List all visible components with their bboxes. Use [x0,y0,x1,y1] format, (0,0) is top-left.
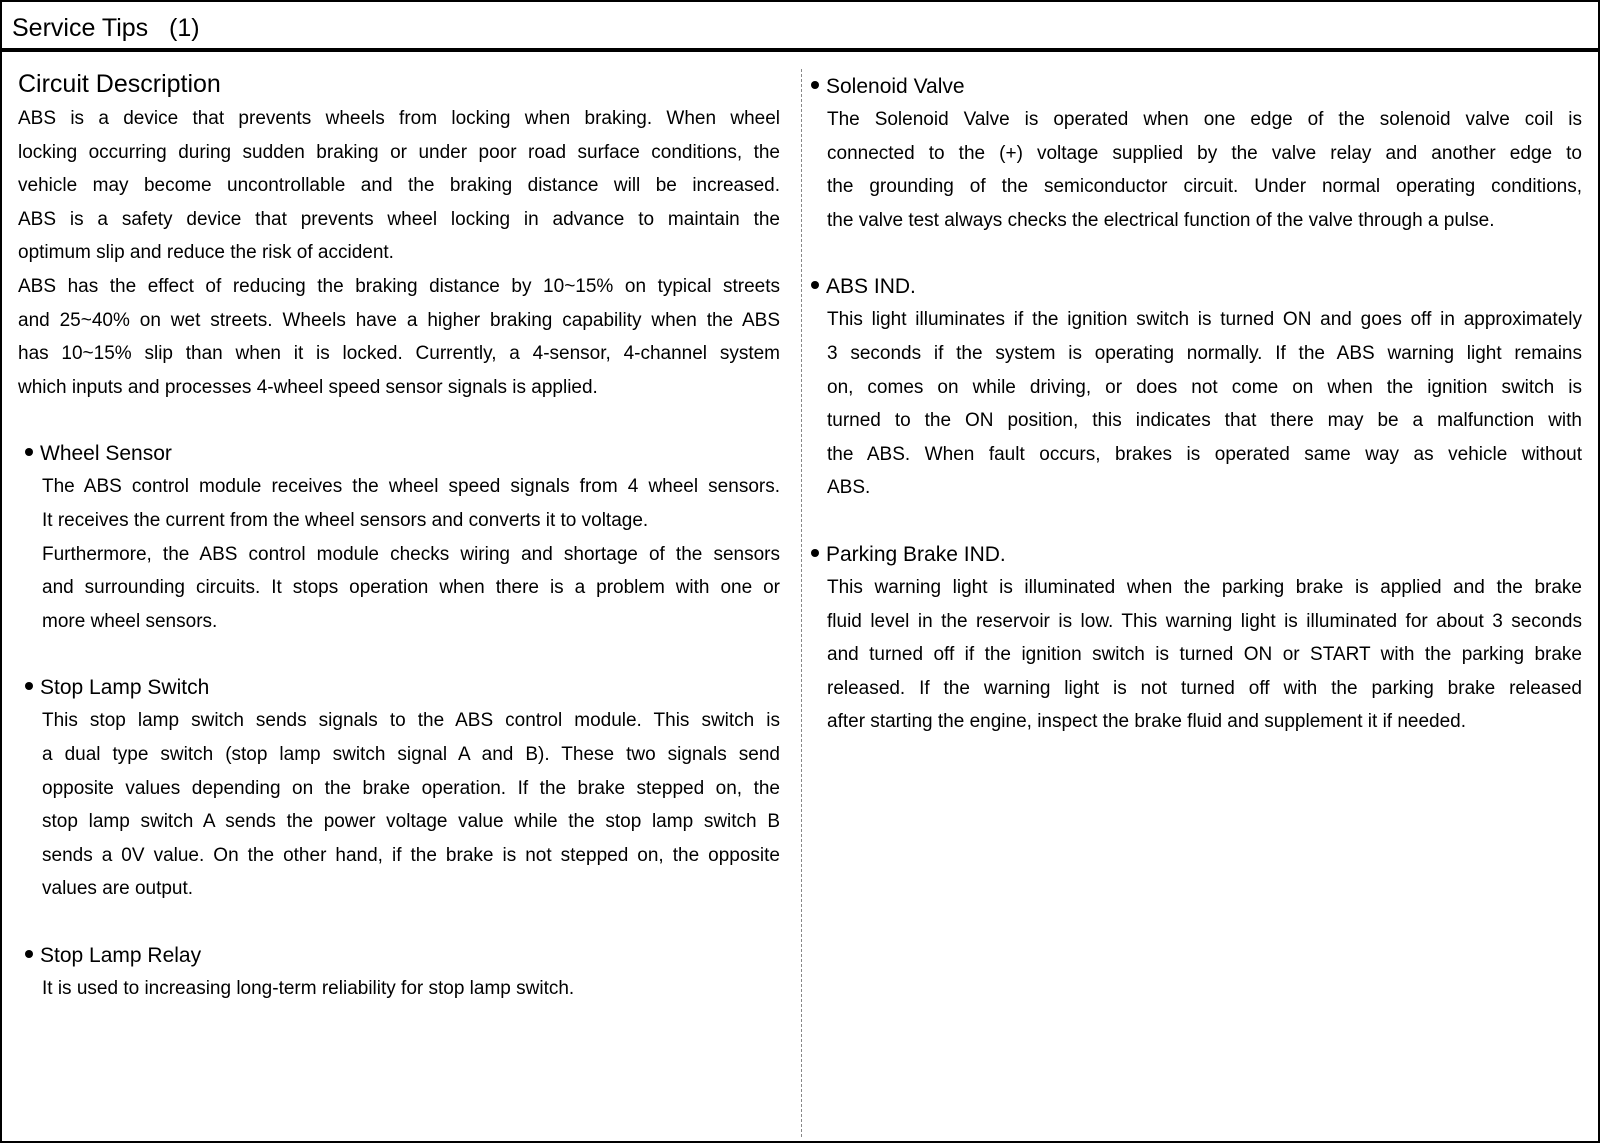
text-line: values are output. [42,878,194,900]
section-title: Parking Brake IND. [826,542,1006,566]
stop-lamp-relay-heading [18,939,780,972]
text-line: and surrounding circuits. It stops operation when there is a problem with one or [42,577,780,599]
text-line: connected to the (+) voltage supplied by the valve relay and another edge to [827,142,1582,164]
section-title: Stop Lamp Relay [40,943,202,967]
text-line: This light illuminates if the ignition switch is turned ON and goes off in approximately [827,309,1582,331]
text-line: sends a 0V value. On the other hand, if the brake is not stepped on, the opposite [42,844,780,866]
text-line: and 25~40% on wet streets. Wheels have a higher braking capability when the ABS [18,309,780,331]
section-title: Solenoid Valve [826,75,965,98]
wheel-sensor-text [18,470,780,638]
text-line: on, comes on while driving, or does not come on when the ignition switch is [827,376,1582,398]
abs-ind-text [824,303,1582,505]
abs-ind-heading [824,270,1582,303]
text-line: a dual type switch (stop lamp switch signal A and B). These two signals send [42,743,780,765]
bullet-icon [25,682,33,690]
text-line: 3 seconds if the system is operating normally. If the ABS warning light remains [827,342,1582,364]
text-line: The Solenoid Valve is operated when one edge of the solenoid valve coil is [827,109,1582,130]
text-line: more wheel sensors. [42,610,218,632]
section-title: ABS IND. [826,275,916,299]
text-line: ABS is a safety device that prevents wheel locking in advance to maintain the [18,208,780,230]
solenoid-valve-text [824,103,1582,237]
text-line: the valve test always checks the electrical function of the valve through a pulse. [827,209,1495,231]
stop-lamp-relay-text [18,972,780,1006]
solenoid-valve-heading [824,70,1582,103]
right-column [824,70,1582,739]
text-line: ABS has the effect of reducing the braking distance by 10~15% on typical streets [18,275,780,297]
page-header [2,2,1598,52]
left-column [18,66,780,1005]
text-line: and turned off if the ignition switch is turned ON or START with the parking brake [827,644,1582,666]
text-line: released. If the warning light is not turned off with the parking brake released [827,677,1582,699]
text-line: the ABS. When fault occurs, brakes is operated same way as vehicle without [827,443,1582,465]
text-line: Furthermore, the ABS control module checks wiring and shortage of the sensors [42,543,780,565]
text-line: fluid level in the reservoir is low. This warning light is illuminated for about 3 seconds [827,610,1582,632]
text-line: vehicle may become uncontrollable and the braking distance will be increased. [18,175,780,197]
text-line: It receives the current from the wheel sensors and converts it to voltage. [42,509,649,531]
circuit-description-heading: Circuit Description [18,70,221,98]
section-title: Wheel Sensor [40,442,172,466]
text-line: stop lamp switch A sends the power voltage value while the stop lamp switch B [42,811,780,833]
text-line: after starting the engine, inspect the brake fluid and supplement it if needed. [827,711,1467,733]
text-line: opposite values depending on the brake operation. If the brake stepped on, the [42,777,780,799]
bullet-icon [811,281,819,289]
bullet-icon [811,81,819,89]
stop-lamp-switch-heading [18,671,780,704]
text-line: the grounding of the semiconductor circuit. Under normal operating conditions, [827,176,1582,198]
column-divider [801,69,802,1137]
text-line: locking occurring during sudden braking or under poor road surface conditions, the [18,141,780,163]
circuit-description-text [18,102,780,404]
wheel-sensor-heading [18,437,780,470]
page-title: Service Tips (1) [12,14,200,42]
stop-lamp-switch-text [18,704,780,906]
text-line: has 10~15% slip than when it is locked. Currently, a 4-sensor, 4-channel system [18,343,780,365]
text-line: which inputs and processes 4-wheel speed sensor signals is applied. [18,376,598,398]
parking-brake-ind-text [824,571,1582,739]
section-title: Stop Lamp Switch [40,676,210,700]
text-line: This warning light is illuminated when the parking brake is applied and the brake [827,576,1582,598]
text-line: turned to the ON position, this indicates that there may be a malfunction with [827,410,1582,432]
text-line: ABS. [827,477,871,499]
bullet-icon [25,448,33,456]
bullet-icon [811,549,819,557]
text-line: optimum slip and reduce the risk of accident. [18,242,394,264]
parking-brake-ind-heading [824,538,1582,571]
text-line: It is used to increasing long-term reliability for stop lamp switch. [42,977,575,999]
text-line: The ABS control module receives the wheel speed signals from 4 wheel sensors. [42,476,780,498]
text-line: This stop lamp switch sends signals to the ABS control module. This switch is [42,710,780,732]
text-line: ABS is a device that prevents wheels from locking when braking. When wheel [18,108,780,129]
bullet-icon [25,950,33,958]
